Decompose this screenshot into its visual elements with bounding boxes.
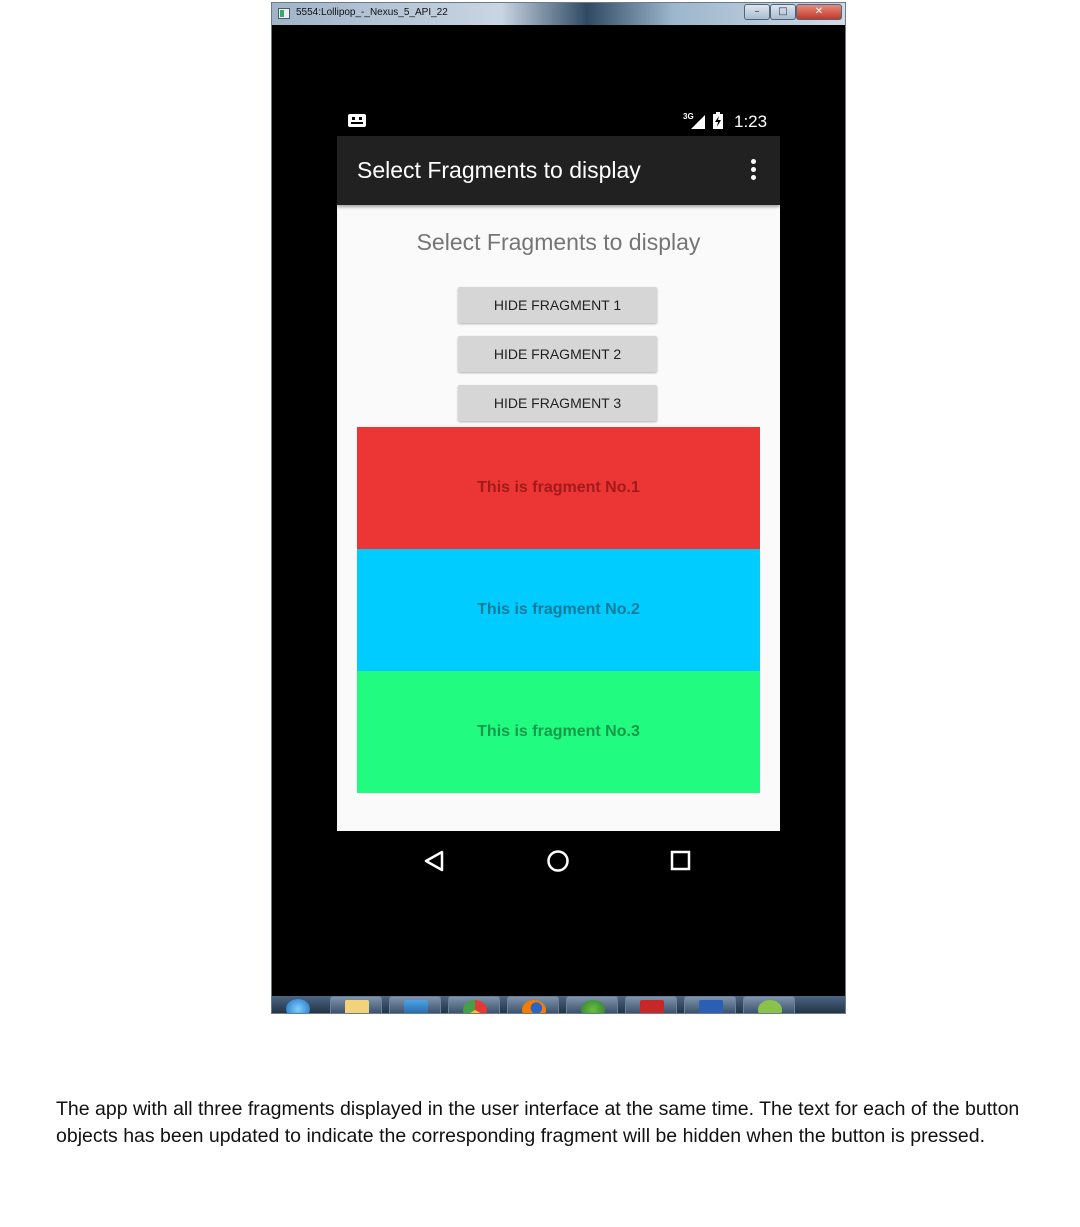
chrome-icon[interactable] xyxy=(448,996,500,1013)
recent-apps-icon[interactable] xyxy=(661,841,701,881)
battery-icon xyxy=(713,112,723,129)
notification-message-icon xyxy=(348,114,366,127)
android-emulator-icon[interactable] xyxy=(743,996,795,1013)
hide-fragment-2-button[interactable]: HIDE FRAGMENT 2 xyxy=(458,336,657,372)
figure-caption xyxy=(56,1096,1046,1150)
fragment-1-text: This is fragment No.1 xyxy=(477,479,640,496)
fragment-2 xyxy=(357,549,760,671)
minimize-button[interactable]: – xyxy=(744,4,770,20)
hide-fragment-3-button[interactable]: HIDE FRAGMENT 3 xyxy=(458,385,657,421)
media-player-icon[interactable] xyxy=(389,996,441,1013)
overflow-menu-icon[interactable] xyxy=(741,157,765,183)
status-bar xyxy=(337,106,780,136)
acrobat-icon[interactable] xyxy=(625,996,677,1013)
app-bar-title: Select Fragments to display xyxy=(357,157,641,183)
maximize-button[interactable]: □ xyxy=(770,4,796,20)
window-titlebar[interactable] xyxy=(272,3,845,25)
app-bar xyxy=(337,136,780,205)
android-studio-icon[interactable] xyxy=(566,996,618,1013)
emulator-app-icon xyxy=(278,8,290,19)
network-type-label: 3G xyxy=(683,112,694,121)
fragment-3 xyxy=(357,671,760,793)
fragment-1 xyxy=(357,427,760,549)
status-clock: 1:23 xyxy=(734,112,768,131)
caption-text: The app with all three fragments displayed in the user interface at the same time. The text for each of the button objects has been updated to indicate the corresponding fragment will be hidden when the button is pressed. xyxy=(56,1098,1020,1147)
phone-screen xyxy=(337,106,780,831)
hide-fragment-1-button[interactable]: HIDE FRAGMENT 1 xyxy=(458,287,657,323)
emulator-window xyxy=(271,2,846,1014)
close-button[interactable]: ✕ xyxy=(796,4,842,20)
file-explorer-icon[interactable] xyxy=(330,996,382,1013)
navigation-bar xyxy=(337,831,780,891)
firefox-icon[interactable] xyxy=(507,996,559,1013)
window-title: 5554:Lollipop_-_Nexus_5_API_22 xyxy=(296,7,448,18)
word-icon[interactable] xyxy=(684,996,736,1013)
fragment-3-text: This is fragment No.3 xyxy=(477,723,640,740)
back-icon[interactable] xyxy=(414,841,454,881)
home-icon[interactable] xyxy=(538,841,578,881)
fragment-2-text: This is fragment No.2 xyxy=(477,601,640,618)
windows-taskbar xyxy=(272,996,845,1013)
page-heading: Select Fragments to display xyxy=(416,229,701,255)
internet-explorer-icon[interactable] xyxy=(272,996,324,1013)
